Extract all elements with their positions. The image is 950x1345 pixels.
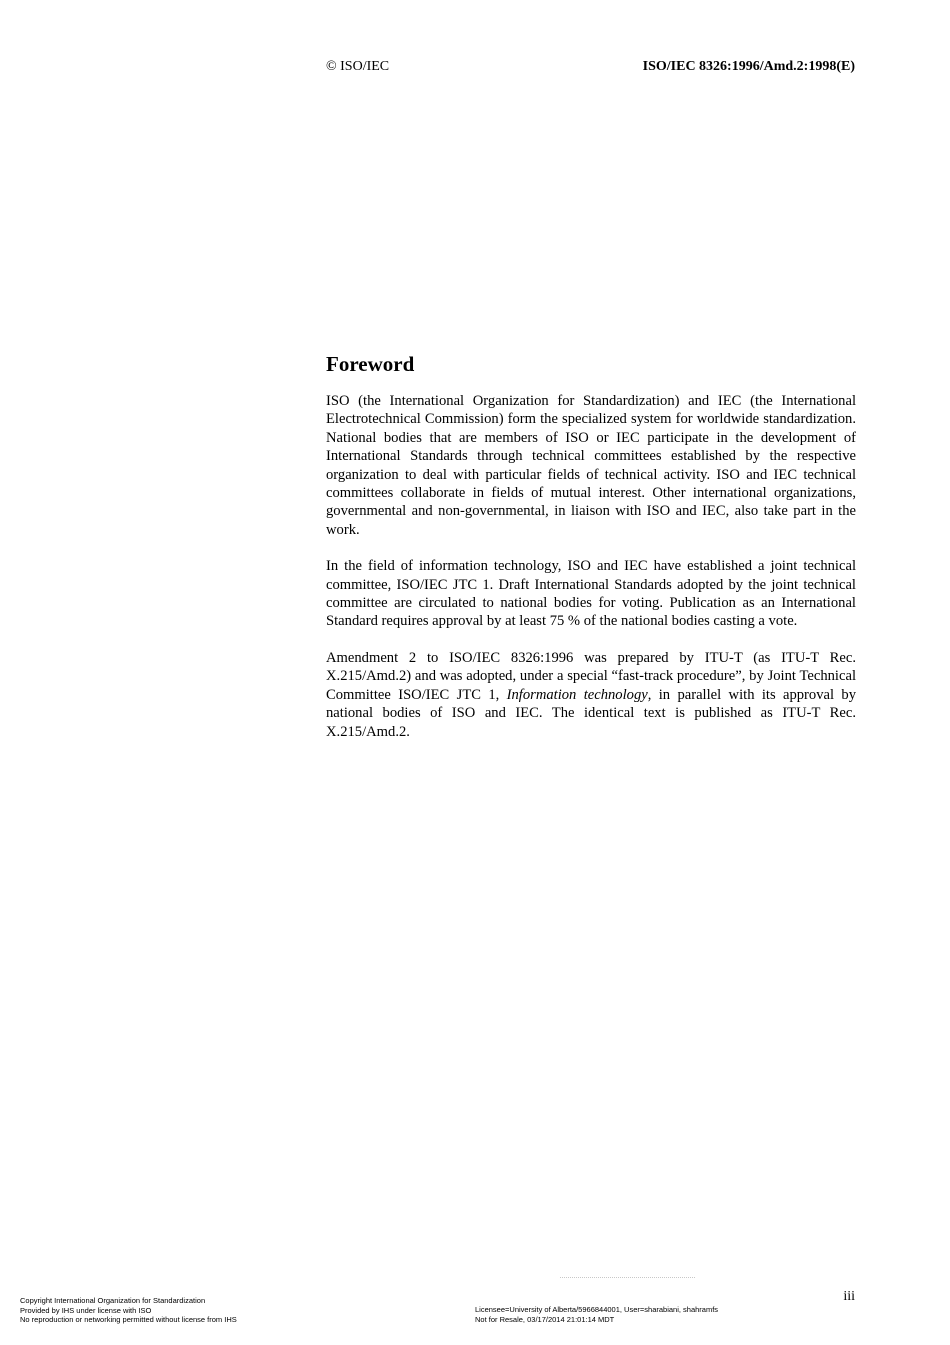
foreword-paragraph-1: ISO (the International Organization for Standardization) and IEC (the International Electrotechnical Commission) form the specialized system for worldwide standardization. National bodies that are members of ISO or IEC participate in the development of International Standards through technical committees established by the respective organization to deal with particular fields of technical activity. ISO and IEC technical committees collaborate in fields of mutual interest. Other international organizations, governmental and non-governmental, in liaison with ISO and IEC, also take part in the work. (326, 393, 856, 538)
footer-center-line-2: Not for Resale, 03/17/2014 21:01:14 MDT (475, 1314, 615, 1324)
para3-text-end: , in parallel with its approval by national bodies of ISO and IEC. The identical text is published as ITU-T Rec. X.215/Amd.2. (326, 686, 856, 740)
para3-text-start: Amendment 2 to ISO/IEC 8326:1996 was prepared by ITU-T (as ITU-T Rec. X.215/Amd.2) and was adopted, under a special “fast-track procedure”, by Joint Technical Committee ISO/IEC JTC 1, (326, 649, 856, 703)
footer-left-line-2: Provided by IHS under license with ISO (20, 1305, 152, 1315)
para3-italic-title: Information technology (506, 686, 648, 703)
foreword-title: Foreword (326, 352, 415, 376)
foreword-section (326, 350, 856, 759)
foreword-paragraph-3 (326, 649, 856, 741)
footer-left-line-3: No reproduction or networking permitted without license from IHS (20, 1315, 237, 1325)
footer-center-line-1: Licensee=University of Alberta/5966844001, User=sharabiani, shahramfs (475, 1305, 719, 1314)
header-standard-id: ISO/IEC 8326:1996/Amd.2:1998(E) (642, 59, 855, 74)
footer-scan-artifact (560, 1277, 695, 1280)
foreword-paragraph-2: In the field of information technology, ISO and IEC have established a joint technical committee, ISO/IEC JTC 1. Draft International Standards adopted by the joint technical committee are circulated to national bodies for voting. Publication as an International Standard requires approval by at least 75 % of the national bodies casting a vote. (326, 558, 856, 630)
footer-licensee-block (475, 1305, 718, 1324)
footer-copyright-block (20, 1296, 237, 1325)
header-copyright: © ISO/IEC (326, 59, 390, 74)
page-number: iii (843, 1289, 855, 1304)
footer-left-line-1: Copyright International Organization for Standardization (20, 1296, 206, 1305)
